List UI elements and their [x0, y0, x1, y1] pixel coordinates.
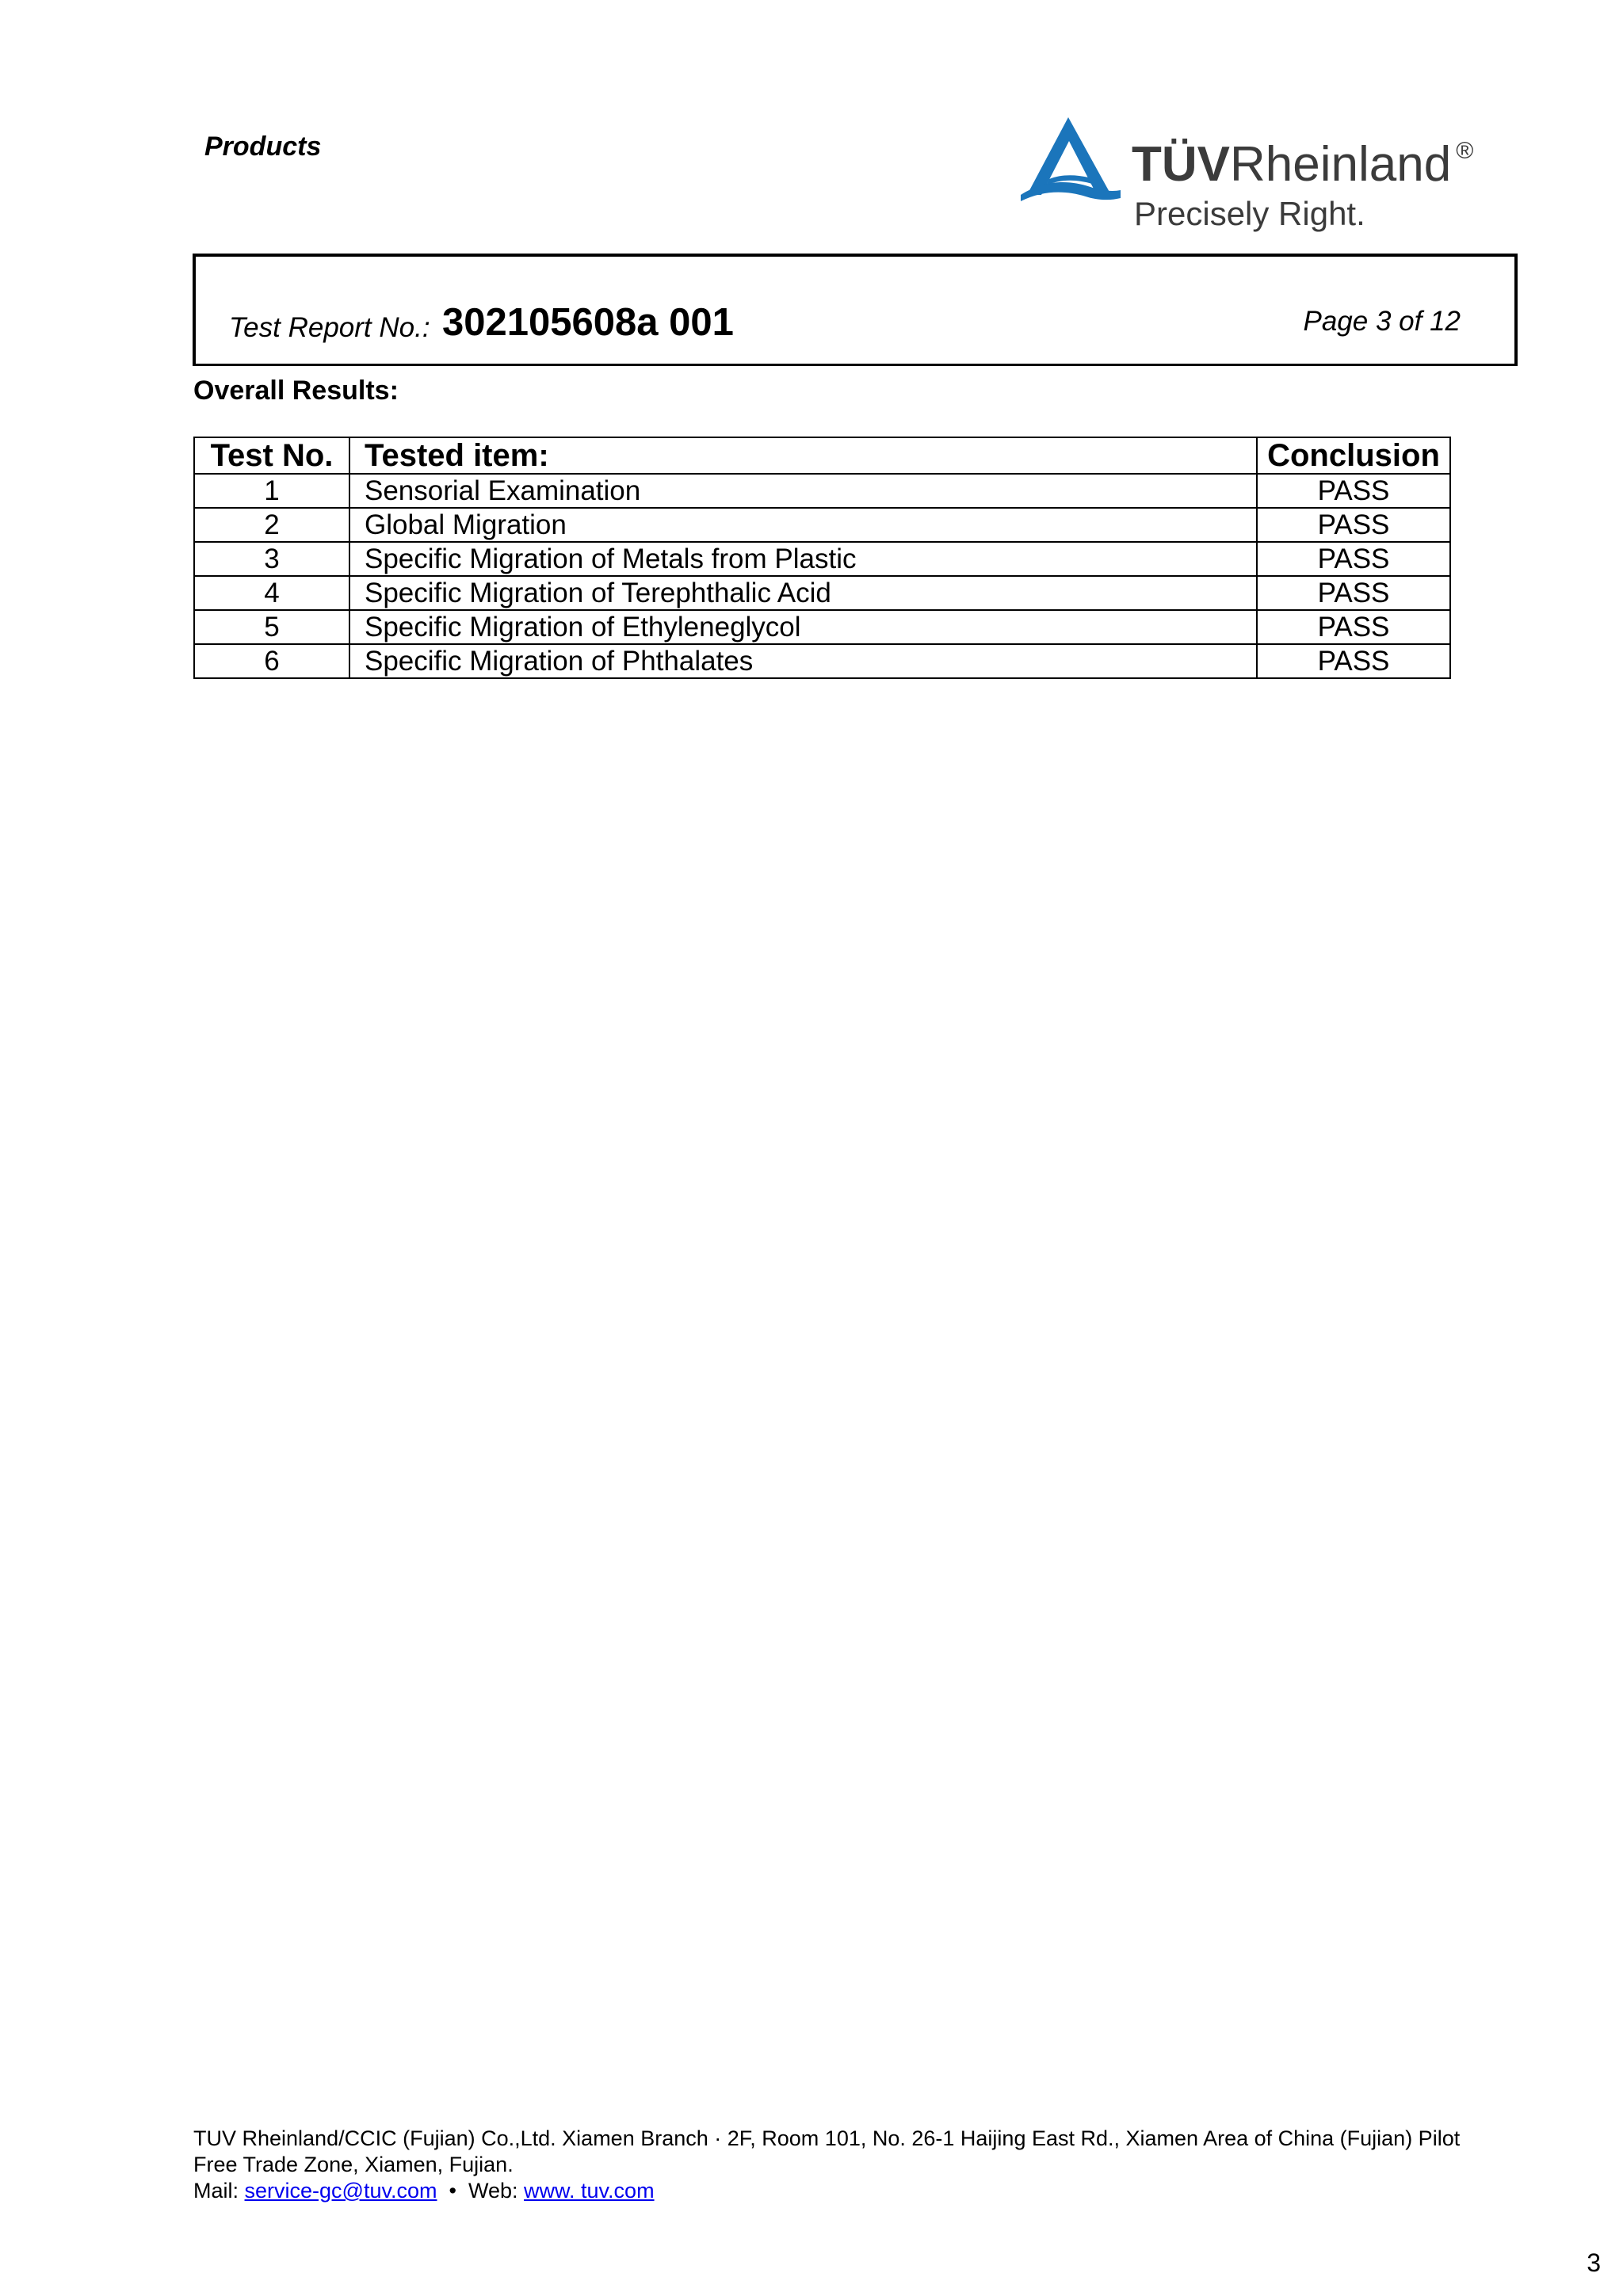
report-header-box	[193, 254, 1518, 366]
conclusion-cell: PASS	[1257, 542, 1450, 576]
table-row	[194, 474, 1450, 508]
report-number: 302105608a 001	[442, 301, 734, 344]
web-label: Web:	[468, 2179, 518, 2203]
brand-bold: TÜV	[1132, 137, 1230, 192]
conclusion-cell: PASS	[1257, 576, 1450, 610]
tested-item-cell: Specific Migration of Terephthalic Acid	[349, 576, 1257, 610]
overall-results-heading: Overall Results:	[193, 376, 399, 406]
test-no-cell: 3	[194, 542, 349, 576]
products-label: Products	[204, 132, 322, 162]
test-no-cell: 6	[194, 644, 349, 678]
page-indicator: Page 3 of 12	[1303, 306, 1461, 337]
table-row	[194, 576, 1450, 610]
footer	[193, 2126, 1556, 2204]
header-tested-item: Tested item:	[349, 437, 1257, 474]
table-row	[194, 508, 1450, 542]
web-link[interactable]: www. tuv.com	[524, 2179, 655, 2203]
conclusion-cell: PASS	[1257, 644, 1450, 678]
test-no-cell: 5	[194, 610, 349, 644]
brand-name	[1132, 136, 1473, 193]
report-number-label: Test Report No.:	[229, 312, 430, 343]
page-number: 3	[1587, 2248, 1601, 2277]
footer-address-line2: Free Trade Zone, Xiamen, Fujian.	[193, 2153, 514, 2176]
footer-separator: •	[449, 2179, 456, 2203]
tuv-rheinland-logo	[1019, 113, 1526, 239]
results-header-row	[194, 437, 1450, 474]
table-row	[194, 644, 1450, 678]
registered-mark: ®	[1456, 138, 1474, 164]
test-no-cell: 2	[194, 508, 349, 542]
brand-tagline: Precisely Right.	[1134, 195, 1365, 232]
results-table	[193, 437, 1451, 679]
tested-item-cell: Sensorial Examination	[349, 474, 1257, 508]
tested-item-cell: Specific Migration of Ethyleneglycol	[349, 610, 1257, 644]
mail-link[interactable]: service-gc@tuv.com	[244, 2179, 437, 2203]
tested-item-cell: Global Migration	[349, 508, 1257, 542]
footer-address-line1: TUV Rheinland/CCIC (Fujian) Co.,Ltd. Xiamen Branch · 2F, Room 101, No. 26-1 Haijing East Rd., Xiamen Area of China (Fujian) Pilot	[193, 2126, 1461, 2150]
tuv-triangle-icon	[1019, 113, 1122, 201]
test-no-cell: 4	[194, 576, 349, 610]
conclusion-cell: PASS	[1257, 508, 1450, 542]
header-test-no: Test No.	[194, 437, 349, 474]
brand-rest: Rheinland	[1230, 137, 1452, 192]
header-conclusion: Conclusion	[1257, 437, 1450, 474]
footer-contact	[193, 2178, 1556, 2204]
tested-item-cell: Specific Migration of Phthalates	[349, 644, 1257, 678]
tested-item-cell: Specific Migration of Metals from Plastic	[349, 542, 1257, 576]
conclusion-cell: PASS	[1257, 610, 1450, 644]
table-row	[194, 610, 1450, 644]
table-row	[194, 542, 1450, 576]
mail-label: Mail:	[193, 2179, 239, 2203]
conclusion-cell: PASS	[1257, 474, 1450, 508]
test-no-cell: 1	[194, 474, 349, 508]
